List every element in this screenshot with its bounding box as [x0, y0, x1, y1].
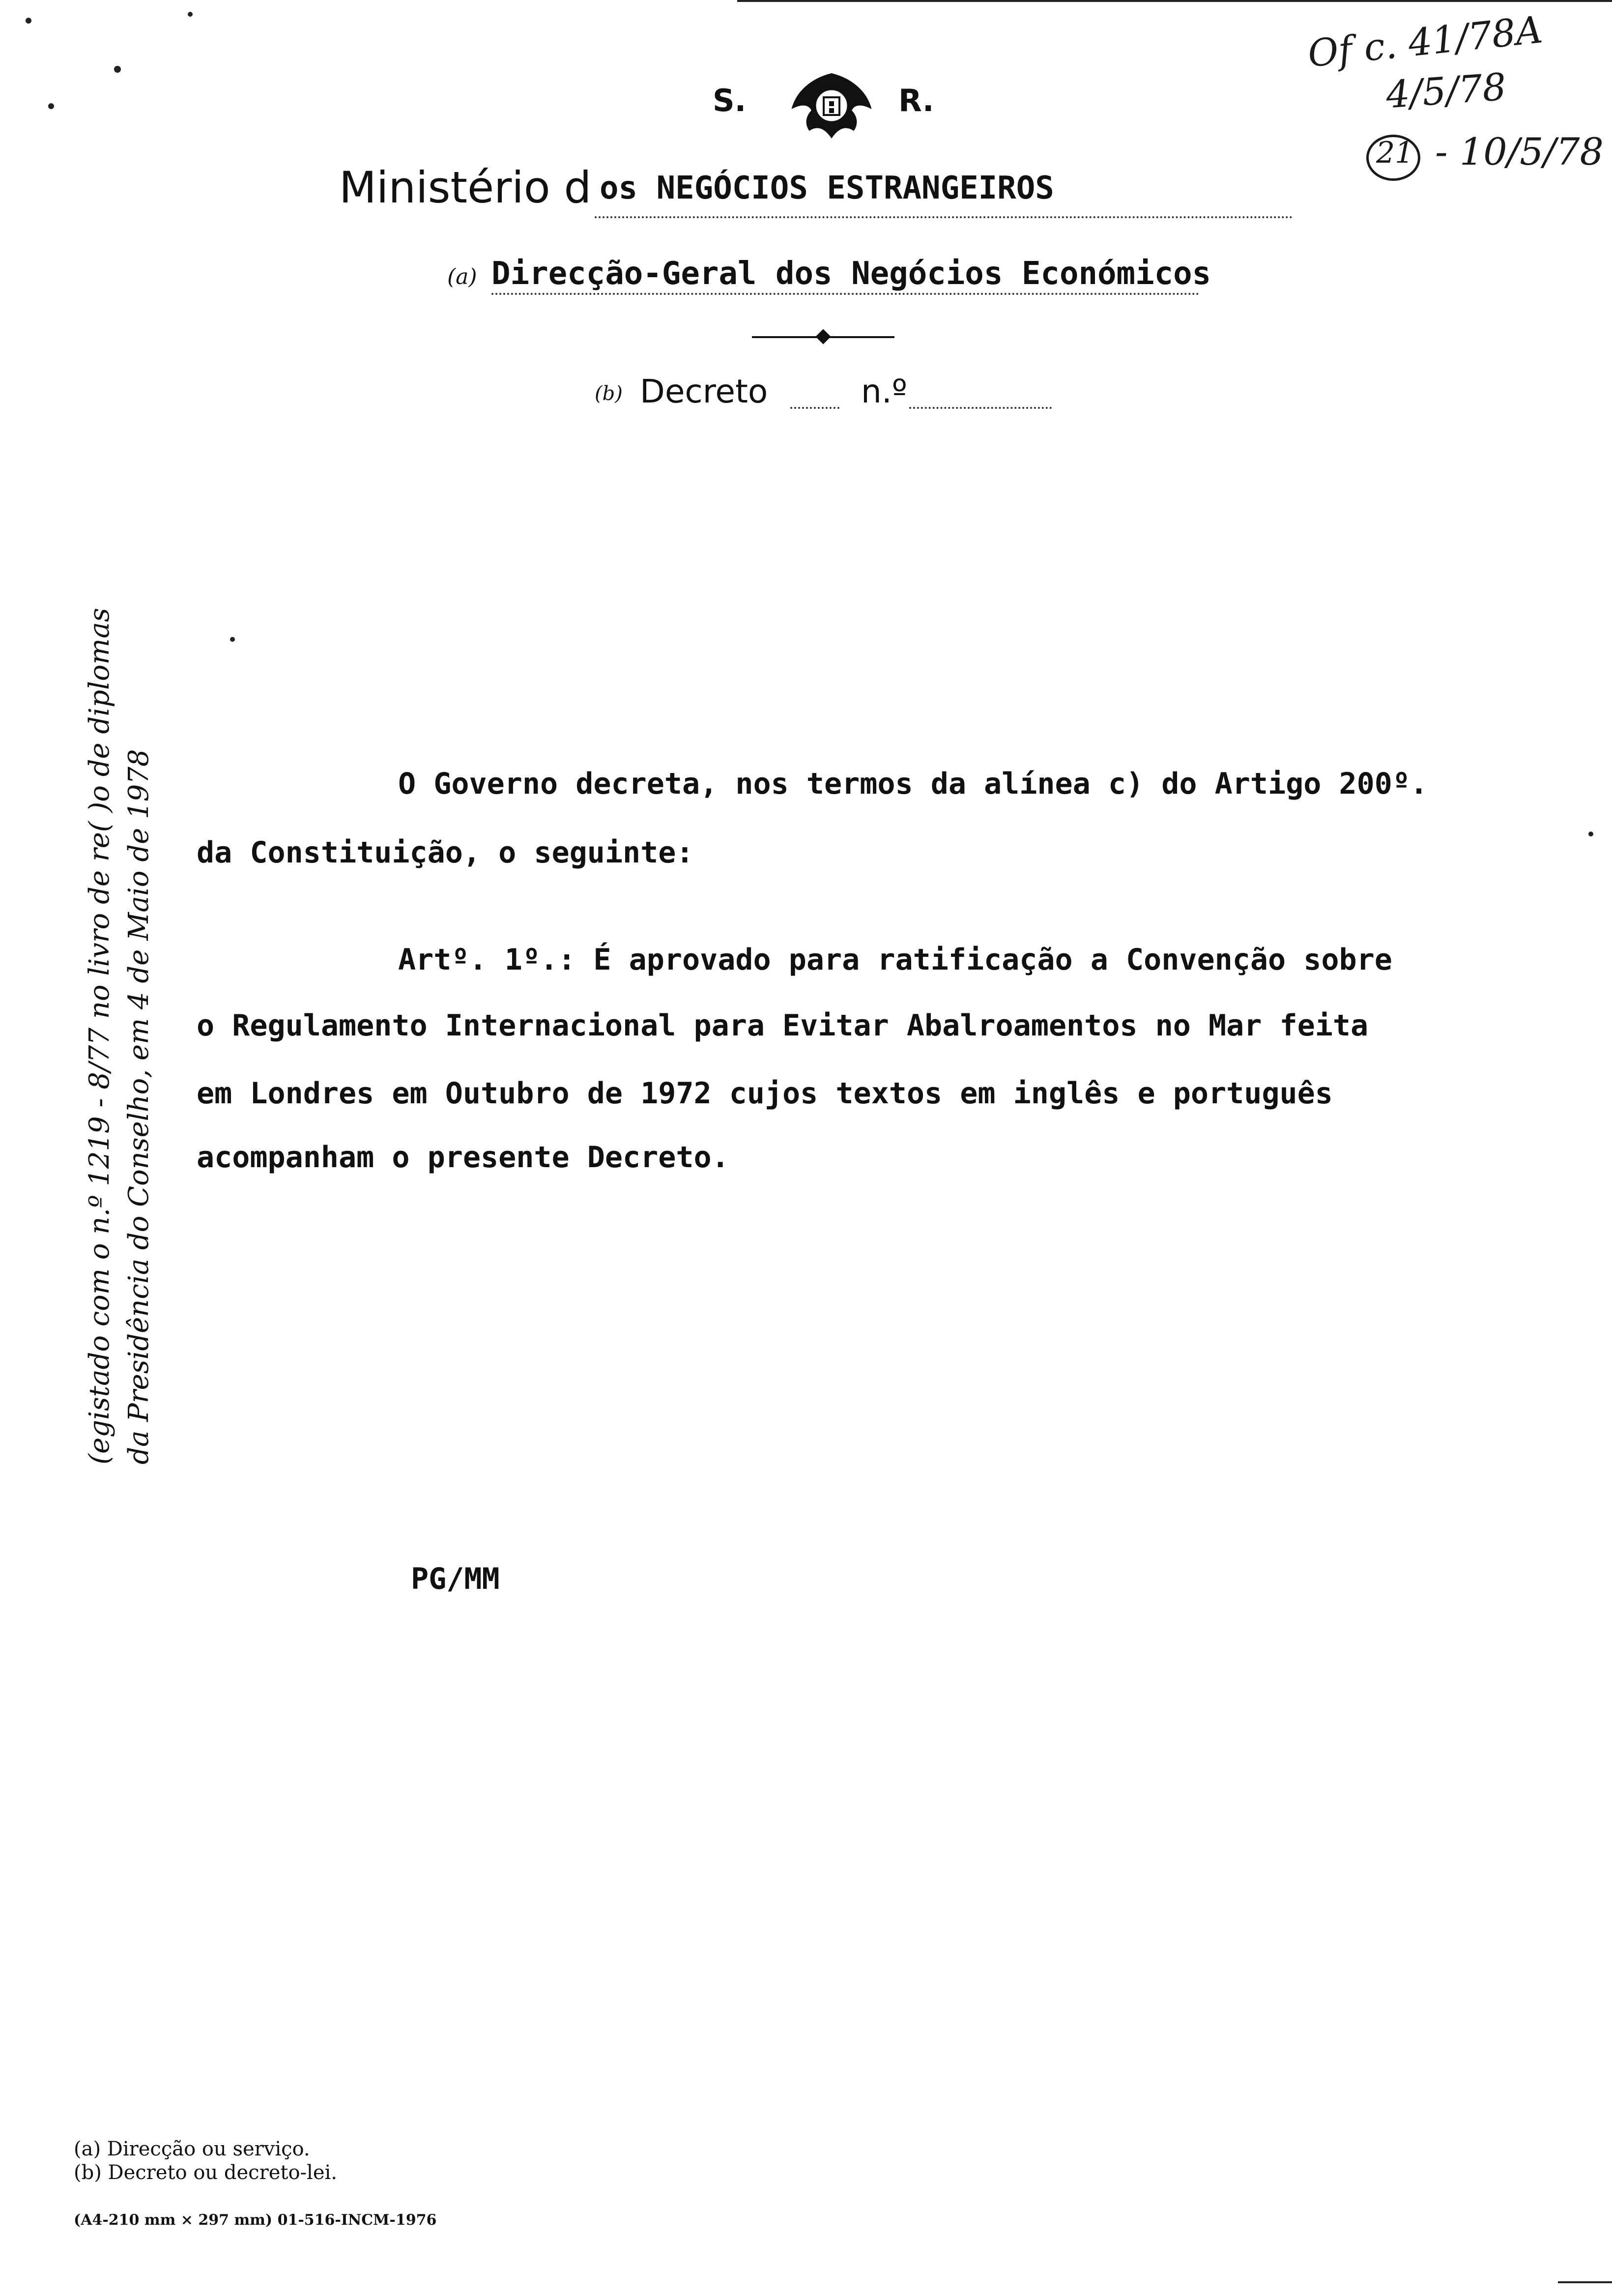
body-paragraph-1-line-1: O Governo decreta, nos termos da alínea c) do Artigo 200º.: [398, 767, 1428, 801]
speck: [188, 12, 193, 17]
decree-footnote-mark: (b): [595, 382, 623, 405]
handwritten-date: 4/5/78: [1384, 64, 1508, 117]
speck: [48, 103, 54, 109]
article-1-line-1: Artº. 1º.: É aprovado para ratificação a Convenção sobre: [398, 943, 1392, 977]
coat-of-arms-icon: [782, 69, 881, 143]
speck: [230, 637, 235, 642]
stamp-line-1: (egistado com o n.º 1219 - 8/77 no livro de re( )o de diplomas: [84, 607, 115, 1464]
decree-number-dotted-line: [909, 407, 1052, 409]
ministry-label: Ministério d: [339, 162, 592, 213]
form-format-code: (A4-210 mm × 297 mm) 01-516-INCM-1976: [74, 2211, 437, 2229]
speck: [114, 66, 121, 73]
header-s: S.: [713, 83, 747, 118]
registration-stamp: [64, 600, 162, 1474]
stamp-line-2: da Presidência do Conselho, em 4 de Maio de 1978: [123, 749, 155, 1464]
bottom-right-edge-mark: [1558, 2281, 1612, 2283]
direction-name: Direcção-Geral dos Negócios Económicos: [491, 256, 1211, 292]
ministry-name: os NEGÓCIOS ESTRANGEIROS: [600, 170, 1054, 206]
footnote-b: (b) Decreto ou decreto-lei.: [74, 2161, 338, 2184]
divider-diamond: [815, 329, 831, 344]
decree-label: Decreto: [640, 373, 768, 410]
handwritten-circled-number: 21: [1376, 136, 1414, 170]
header-r: R.: [898, 83, 934, 118]
handwritten-reference: Of c. 41/78A: [1305, 7, 1545, 76]
typist-initials: PG/MM: [411, 1562, 500, 1596]
article-1-line-2: o Regulamento Internacional para Evitar Abalroamentos no Mar feita: [197, 1008, 1369, 1043]
body-paragraph-1-line-2: da Constituição, o seguinte:: [197, 835, 694, 870]
ministry-dotted-line: [595, 216, 1293, 218]
decree-type-dotted-line: [790, 407, 839, 409]
speck: [1588, 832, 1593, 836]
handwritten-second-date: - 10/5/78: [1435, 130, 1604, 173]
direction-footnote-mark: (a): [447, 264, 477, 289]
speck: [26, 18, 31, 24]
footnote-a: (a) Direcção ou serviço.: [74, 2138, 310, 2160]
article-1-line-4: acompanham o presente Decreto.: [197, 1140, 729, 1175]
article-1-line-3: em Londres em Outubro de 1972 cujos textos em inglês e português: [197, 1076, 1333, 1111]
direction-dotted-line: [491, 293, 1199, 295]
top-edge-line: [737, 0, 1612, 2]
decree-number-label: n.º: [861, 373, 907, 410]
